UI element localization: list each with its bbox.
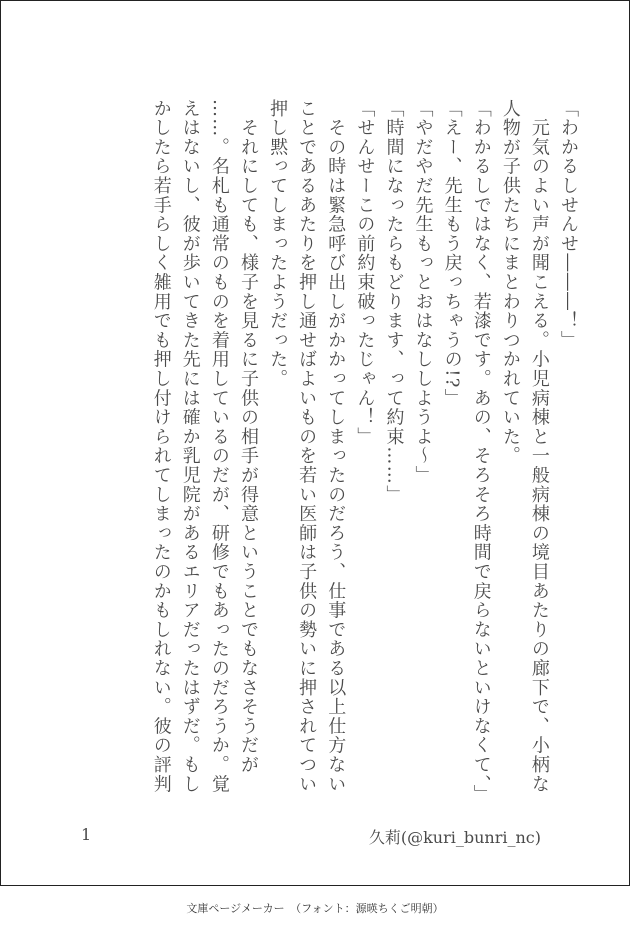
text-line: 「やだやだ先生もっとおはなししようよ～」 (412, 99, 434, 485)
text-line: 「わかるしではなく、若漆です。あの、そろそろ時間で戻らないといけなくて、」 (470, 99, 492, 805)
text-line: ……。名札も通常のものを着用しているのだが、研修でもあったのだろうか。覚 (208, 99, 230, 794)
text-line: 「わかるしせんせ―――！」 (558, 99, 579, 350)
author-credit: 久莉(@kuri_bunri_nc) (368, 828, 541, 847)
text-line: 「せんせーこの前約束破ったじゃん！」 (354, 99, 376, 447)
text-line: 人物が子供たちにまとわりつかれていた。 (499, 99, 521, 466)
text-line: ことであるあたりを押し通せばよいものを若い医師は子供の勢いに押されてつい (296, 99, 318, 794)
text-line: かしたら若手らしく雑用でも押し付けられてしまったのかもしれない。彼の評判 (150, 99, 172, 794)
text-line: 「時間になったらもどります、って約束……」 (383, 99, 405, 505)
text-line: 元気のよい声が聞こえる。小児病棟と一般病棟の境目あたりの廊下で、小柄な (528, 99, 550, 794)
text-line: 「えー、先生もう戻っちゃうの!?」 (441, 99, 463, 408)
footer-caption: 文庫ページメーカー （フォント：源暎ちくご明朝） (186, 902, 444, 915)
text-line: えはないし、彼が歩いてきた先には確か乳児院があるエリアだったはずだ。もし (179, 99, 201, 794)
text-line: 押し黙ってしまったようだった。 (267, 99, 289, 389)
vertical-body-text (63, 99, 583, 829)
text-line: その時は緊急呼び出しがかかってしまったのだろう、仕事である以上仕方ない (325, 99, 347, 794)
text-line: それにしても、様子を見るに子供の相手が得意ということでもなさそうだが (237, 99, 259, 775)
page-number: 1 (81, 825, 92, 844)
